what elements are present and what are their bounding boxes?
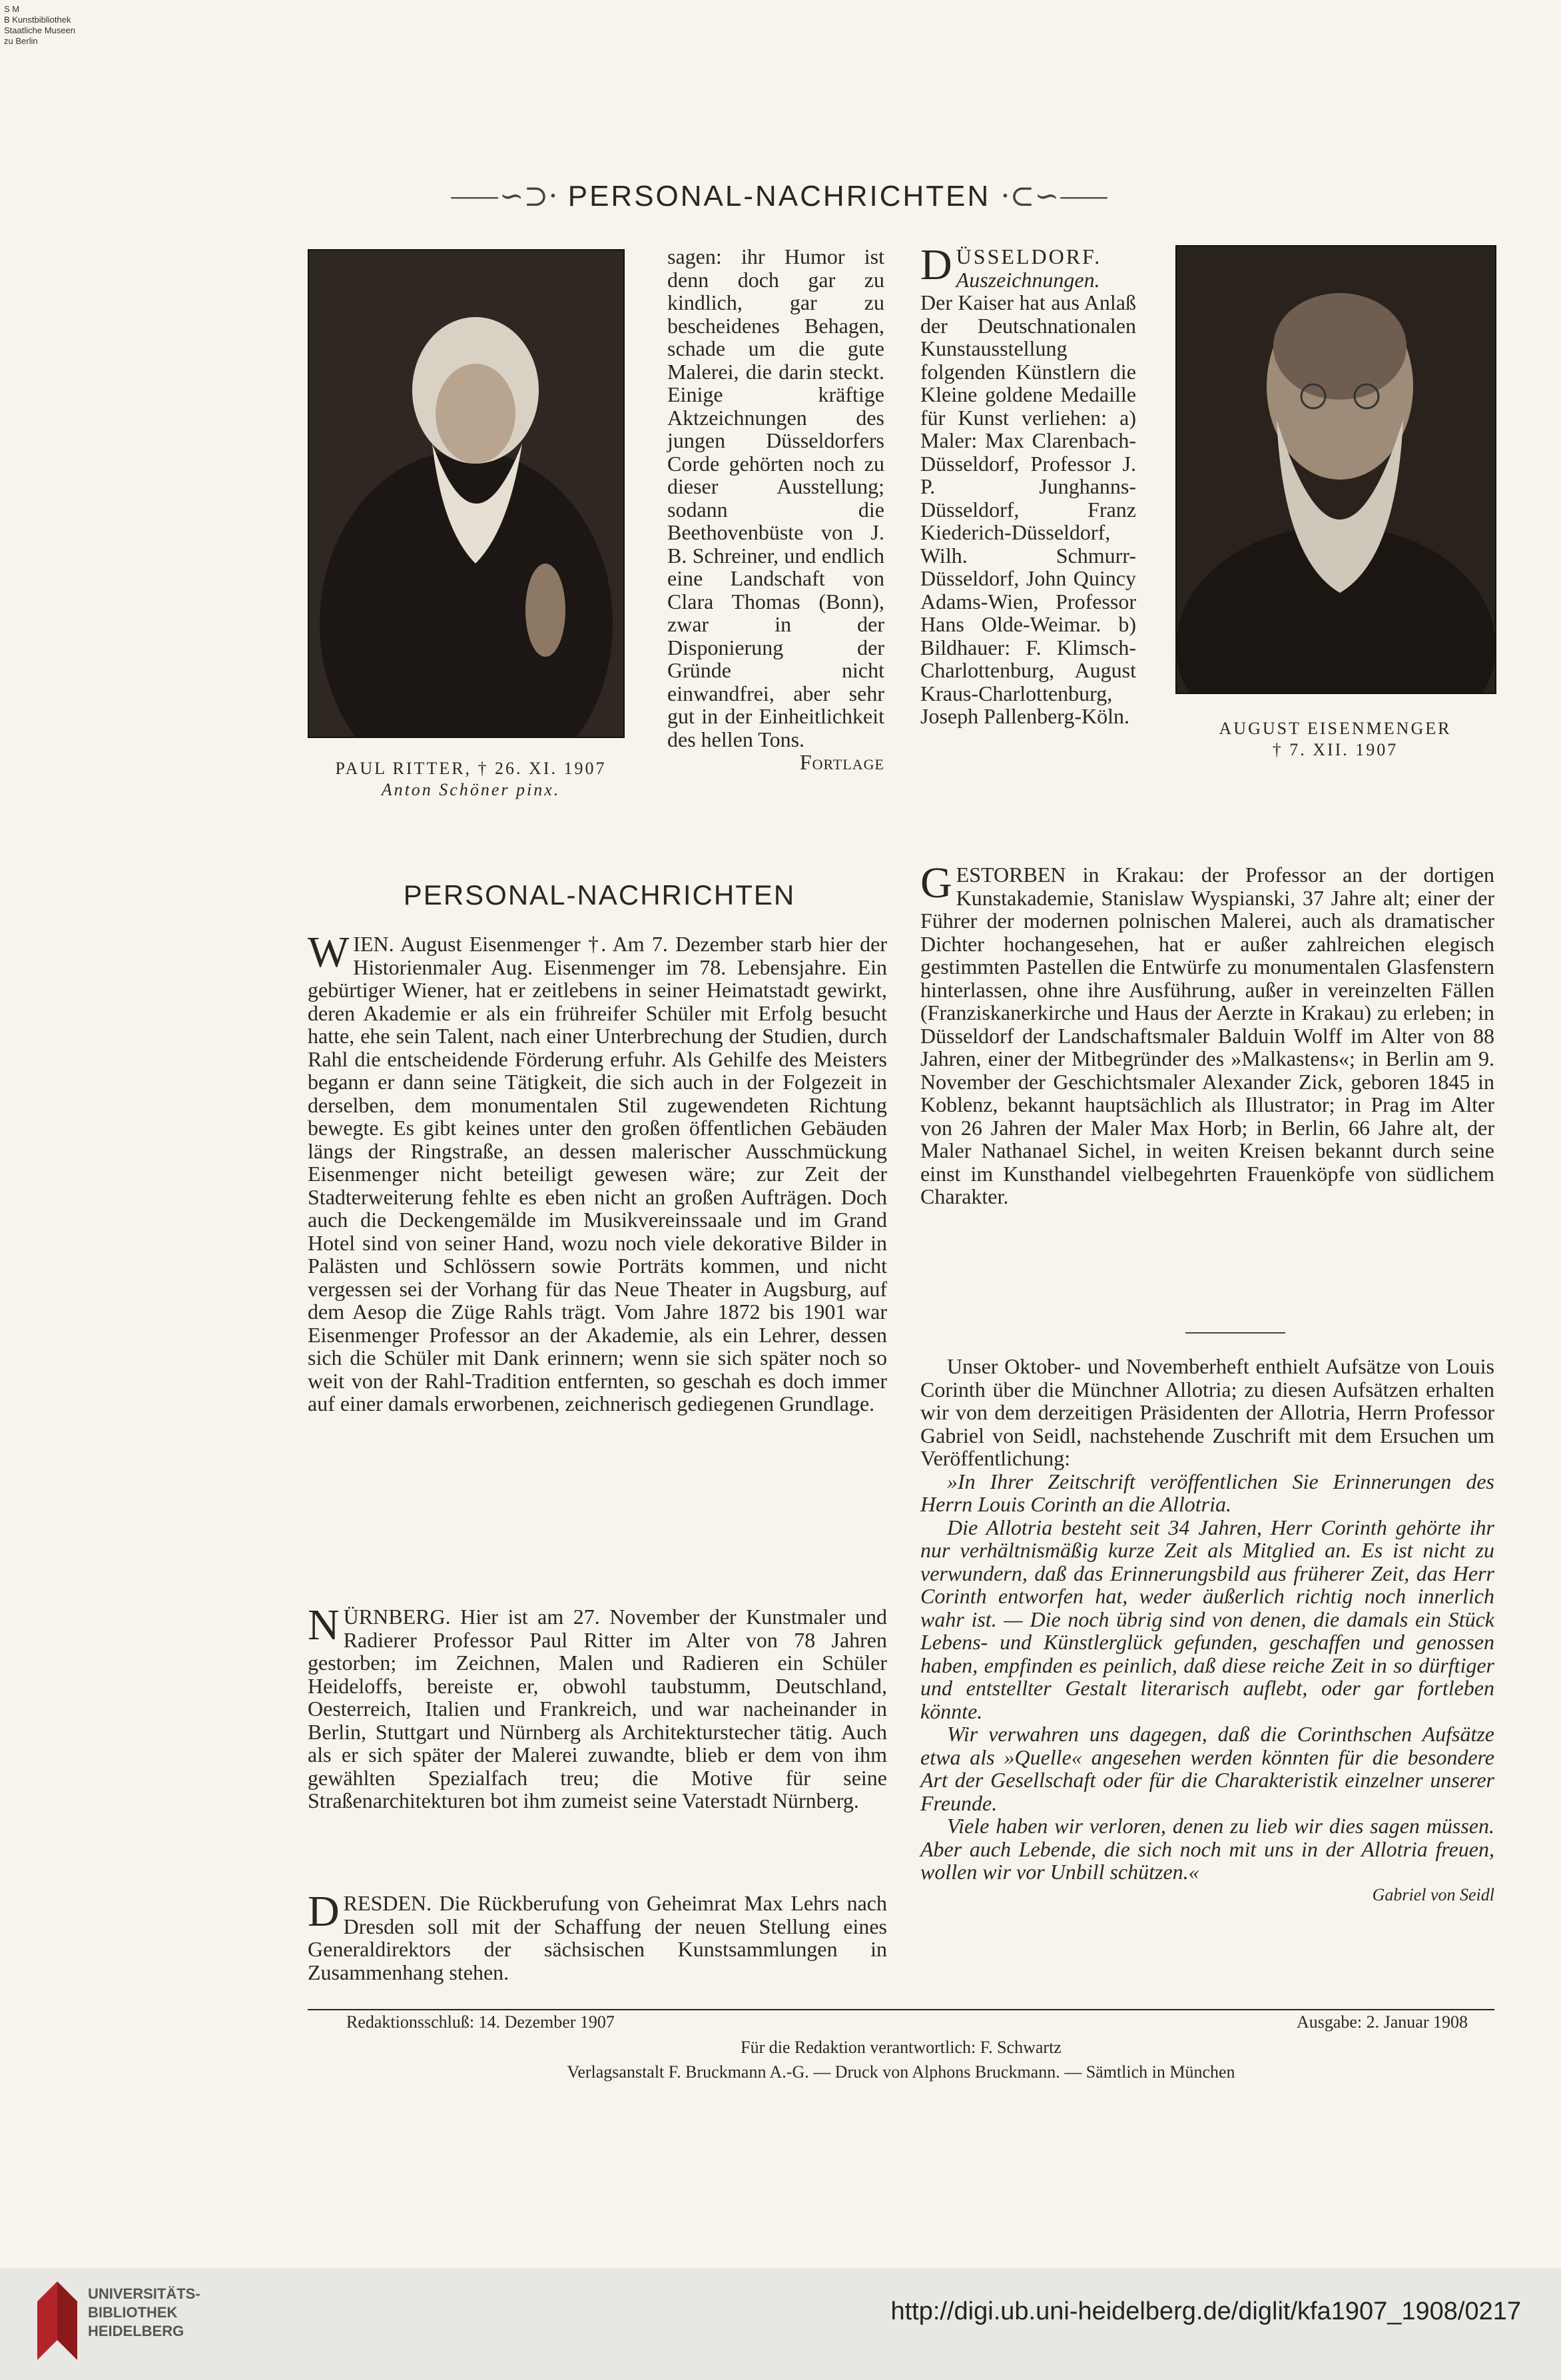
footer-publisher: Verlagsanstalt F. Bruckmann A.-G. — Druck von Alphons Bruckmann. — Sämtlich in München	[567, 2062, 1235, 2082]
stamp-line: Staatliche Museen	[4, 25, 75, 35]
page-header	[306, 172, 1252, 214]
paragraph: sagen: ihr Humor ist denn doch gar zu kindlich, gar zu bescheidenes Behagen, schade um die gute Malerei, die darin steckt. Einige kräftige Aktzeichnungen des jungen Düsseldorfers Corde gehörten noch zu dieser Ausstellung; sodann die Beethovenbüste von J. B. Schreiner, und endlich eine Landschaft von Clara Thomas (Bonn), zwar in der Disponierung der Gründe nicht einwandfrei, aber sehr gut in der Einheitlichkeit des hellen Tons.	[667, 244, 884, 751]
stamp-line: B Kunstbibliothek	[4, 15, 71, 25]
quote-paragraph: Viele haben wir verloren, denen zu lieb wir dies sagen müssen. Aber auch Lebende, die sich noch mit uns in der Allotria freuen, wollen wir vor Unbill schützen.«	[920, 1814, 1494, 1884]
caption-date: † 7. XII. 1907	[1272, 740, 1399, 759]
footer-issue-date: Ausgabe: 2. Januar 1908	[1296, 2012, 1468, 2032]
paragraph: ÜRNBERG. Hier ist am 27. November der Kunstmaler und Radierer Professor Paul Ritter im Alter von 78 Jahren gestorben; im Zeichnen, Malen und Radieren ein Schüler Heideloffs, bereiste er, obwohl taubstumm, Deutschland, Oesterreich, Italien und Frankreich, und war nacheinander in Berlin, Stuttgart und Nürnberg als Architekturstecher tätig. Auch als er sich später der Malerei zuwandte, blieb er dem von ihm gewählten Spezialfach treu; die Motive für seine Straßenarchitekturen bot ihm zumeist seine Vaterstadt Nürnberg.	[308, 1605, 887, 1812]
paragraph: RESDEN. Die Rückberufung von Geheimrat Max Lehrs nach Dresden soll mit der Schaffung der neuen Stellung eines Generaldirektors der sächsischen Kunstsammlungen in Zusammenhang stehen.	[308, 1891, 887, 1984]
library-logo-icon[interactable]	[37, 2281, 77, 2360]
portrait-paul-ritter	[308, 249, 625, 738]
paragraph: ESTORBEN in Krakau: der Professor an der dortigen Kunstakademie, Stanislaw Wyspianski, 37 Jahre alt; einer der Führer der modernen polnischen Malerei, auch als dramatischer Dichter hochangesehen, hat er außer zahlreichen elegisch gestimmten Pastellen die Entwürfe zu monumentalen Glasfenstern hinterlassen, ohne ihre Ausführung, außer in vereinzelten Fällen (Franziskanerkirche und Haus der Aerzte in Krakau) zu erleben; in Düsseldorf der Landschaftsmaler Balduin Wolff im Alter von 88 Jahren, einer der Mitbegründer des »Malkastens«; in Berlin am 9. November der Geschichtsmaler Alexander Zick, geboren 1845 in Koblenz, bekannt hauptsächlich als Illustrator; in Prag im Alter von 26 Jahren der Maler Max Horb; in Berlin, 66 Jahre alt, der Maler Nathanael Sichel, in weiten Kreisen bekannt durch seine einst im Kunsthandel vielbegehrten Frauenköpfe von südlichem Charakter.	[920, 863, 1494, 1208]
text-top-middle	[667, 245, 884, 774]
section-heading: PERSONAL-NACHRICHTEN	[403, 879, 796, 911]
library-name[interactable]	[88, 2285, 200, 2341]
article-nuernberg	[308, 1601, 887, 1812]
footer-rule	[308, 2009, 1494, 2010]
page-title: PERSONAL-NACHRICHTEN	[567, 180, 991, 212]
paragraph: IEN. August Eisenmenger †. Am 7. Dezember starb hier der Historienmaler Aug. Eisenmenger im 78. Lebensjahre. Ein gebürtiger Wiener, hat er zeitlebens in seiner Heimatstadt gewirkt, deren Akademie er als ein frühreifer Schüler mit Erfolg besucht hatte, ehe sein Talent, nach einer Unterbrechung der Studien, durch Rahl die entscheidende Förderung erfuhr. Als Gehilfe des Meisters begann er dann seine Tätigkeit, die sich auch in der Folgezeit in derselben, dem monumentalen Stil zugewendeten Richtung bewegte. Es gibt keines unter den großen öffentlichen Gebäuden längs der Ringstraße, an dessen malerischer Ausschmückung Eisenmenger nicht beteiligt gewesen wäre; zur Zeit der Stadterweiterung fehlte es eben nicht an großen Aufträgen. Doch auch die Deckengemälde im Musikvereinssaale und im Grand Hotel sind von seiner Hand, wozu noch viele dekorative Bilder in Palästen und Schlössern sowie Porträts kommen, und nicht vergessen sei der Vorhang für das Neue Theater in Augsburg, auf dem Aesop die Züge Rahls trägt. Vom Jahre 1872 bis 1901 war Eisenmenger Professor an der Akademie, als ein Lehrer, dessen sich die Schüler mit Dank erinnern; wenn sie sich später noch so weit von der Rahl-Tradition entfernten, so geschah es doch immer auf einer damals erworbenen, zeichnerisch gediegenen Grundlage.	[308, 932, 887, 1415]
caption-paul-ritter	[308, 758, 634, 801]
divider	[1185, 1332, 1285, 1334]
paragraph: Der Kaiser hat aus Anlaß der Deutschnationalen Kunstausstellung folgenden Künstlern die Kleine goldene Medaille für Kunst verliehen: a) Maler: Max Clarenbach-Düsseldorf, Professor J. P. Junghanns-Düsseldorf, Franz Kiederich-Düsseldorf, Wilh. Schmurr-Düsseldorf, John Quincy Adams-Wien, Professor Hans Olde-Weimar. b) Bildhauer: F. Klimsch-Charlottenburg, August Kraus-Charlottenburg, Joseph Pallenberg-Köln.	[920, 290, 1136, 728]
quote-signature: Gabriel von Seidl	[1372, 1884, 1494, 1904]
caption-credit: Anton Schöner pinx.	[381, 780, 561, 799]
stamp-line: zu Berlin	[4, 36, 38, 46]
footer-editorial-close: Redaktionsschluß: 14. Dezember 1907	[346, 2012, 615, 2032]
library-name-line: HEIDELBERG	[88, 2323, 184, 2339]
drop-cap: N	[308, 1601, 340, 1649]
page-url-link[interactable]: http://digi.ub.uni-heidelberg.de/diglit/kfa1907_1908/0217	[890, 2297, 1521, 2325]
quote-paragraph: »In Ihrer Zeitschrift veröffentlichen Sie Erinnerungen des Herrn Louis Corinth an die Allotria.	[920, 1469, 1494, 1516]
quote-paragraph: Die Allotria besteht seit 34 Jahren, Herr Corinth gehörte ihr nur verhältnismäßig kurze Zeit als Mitglied an. Es ist nicht zu verwundern, daß das Erinnerungsbild aus früherer Zeit, das Herr Corinth entworfen hat, weder äußerlich richtig noch innerlich wahr ist. — Die noch übrig sind von denen, die damals ein Stück Lebens- und Künstlerglück gefunden, geschaffen und genossen haben, empfinden es peinlich, daß diese reiche Zeit in so dürftiger und entstellter Gestalt literarisch auflebt, oder gar fortleben könnte.	[920, 1515, 1494, 1723]
article-heading: ÜSSELDORF.	[956, 244, 1102, 268]
article-duesseldorf	[920, 240, 1136, 728]
library-stamp	[4, 4, 75, 47]
drop-cap: D	[920, 240, 952, 289]
drop-cap: G	[920, 859, 952, 907]
ornament-left: ⸺∽⊃·	[450, 179, 558, 213]
article-subheading: Auszeichnungen.	[956, 267, 1100, 292]
library-name-line: UNIVERSITÄTS-	[88, 2285, 200, 2302]
footer-editor: Für die Redaktion verantwortlich: F. Schwartz	[741, 2038, 1062, 2057]
article-gestorben	[920, 859, 1494, 1208]
caption-name: PAUL RITTER, † 26. XI. 1907	[335, 759, 607, 778]
article-dresden	[308, 1887, 887, 1984]
caption-name: AUGUST EISENMENGER	[1219, 719, 1452, 738]
article-wien	[308, 928, 887, 1415]
author-signature: Fortlage	[799, 750, 884, 774]
caption-august-eisenmenger	[1175, 718, 1495, 761]
drop-cap: D	[308, 1887, 340, 1936]
stamp-line: S M	[4, 4, 20, 14]
ornament-right: ·⊂∽⸺	[1000, 179, 1109, 213]
quote-paragraph: Wir verwahren uns dagegen, daß die Corinthschen Aufsätze etwa als »Quelle« angesehen werden könnten für die besondere Art der Gesellschaft oder für die Charakteristik einzelner unserer Freunde.	[920, 1722, 1494, 1815]
paragraph: Unser Oktober- und Novemberheft enthielt Aufsätze von Louis Corinth über die Münchner Allotria; zu diesen Aufsätzen erhalten wir von dem derzeitigen Präsidenten der Allotria, Herrn Professor Gabriel von Seidl, nachstehende Zuschrift mit dem Ersuchen um Veröffentlichung:	[920, 1354, 1494, 1470]
portrait-august-eisenmenger	[1175, 245, 1496, 694]
article-allotria	[920, 1355, 1494, 1906]
drop-cap: W	[308, 928, 350, 977]
library-name-line: BIBLIOTHEK	[88, 2304, 178, 2321]
